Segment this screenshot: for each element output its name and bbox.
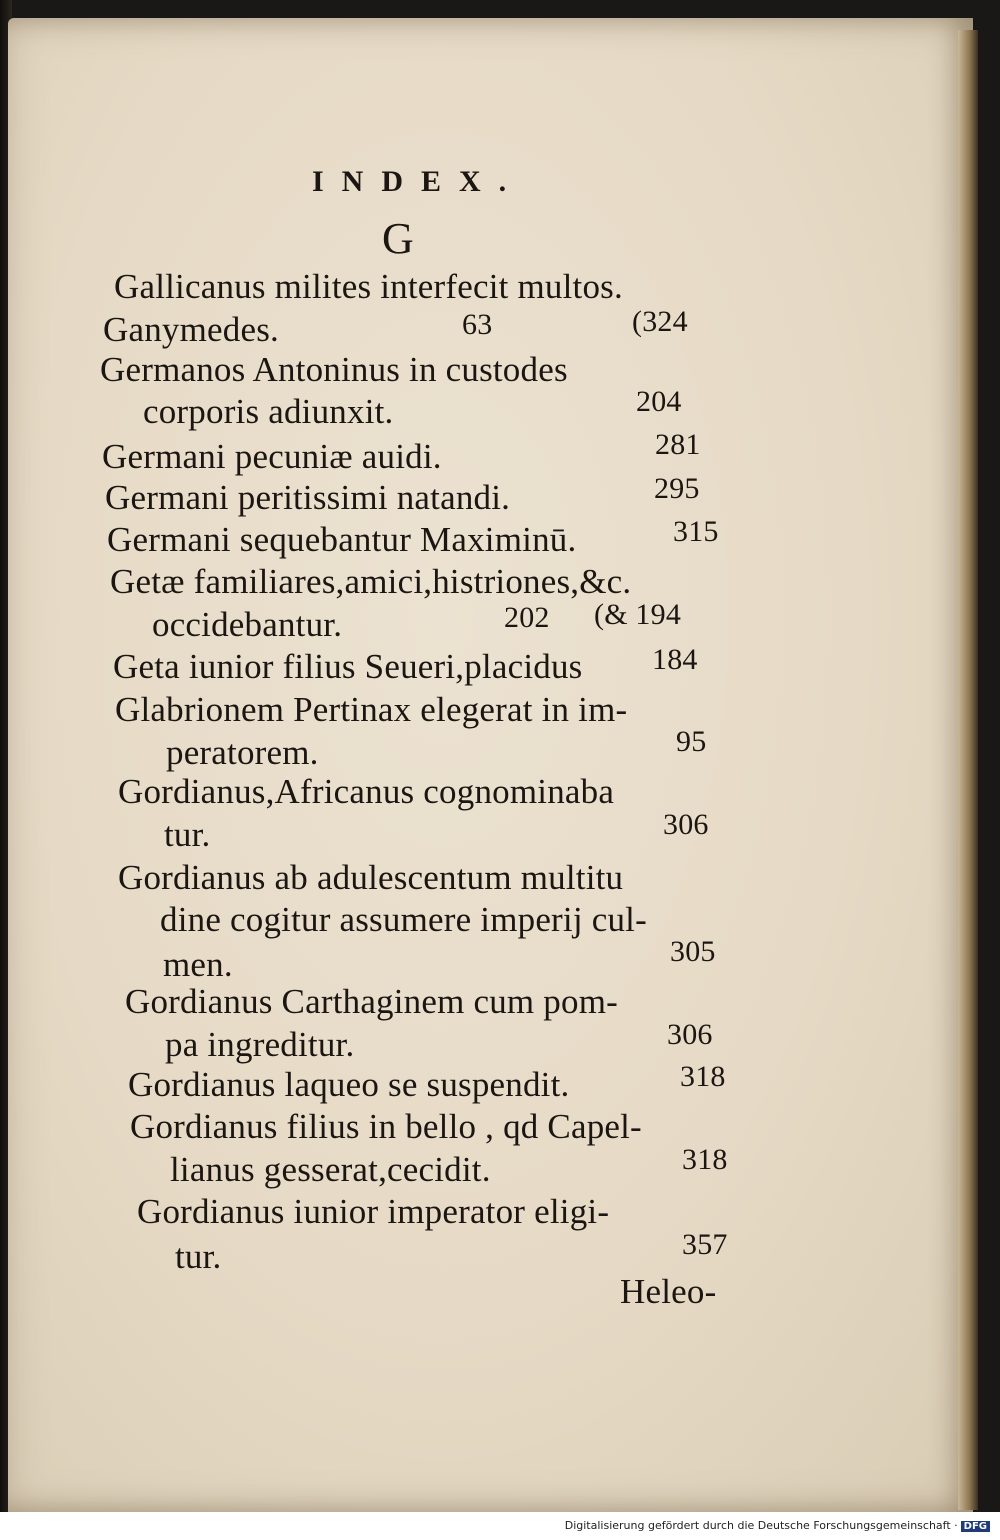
index-line: Gordianus filius in bello , qd Capel- xyxy=(130,1107,642,1146)
page-number: 318 xyxy=(682,1143,728,1176)
index-line: pa ingreditur. xyxy=(165,1025,355,1064)
index-line: Gordianus iunior imperator eligi- xyxy=(137,1192,610,1231)
credit-text: Digitalisierung gefördert durch die Deutsche Forschungsgemeinschaft · xyxy=(564,1519,958,1532)
page-number: 306 xyxy=(667,1018,713,1051)
page-number: 202 xyxy=(504,601,550,634)
page-number: 315 xyxy=(673,515,719,548)
index-line: men. xyxy=(163,945,233,984)
section-letter: G xyxy=(382,214,414,263)
page-fore-edge xyxy=(958,30,978,1510)
running-header: INDEX. xyxy=(312,165,525,198)
index-line: Gordianus laqueo se suspendit. xyxy=(128,1065,570,1104)
index-line: Geta iunior filius Seueri,placidus xyxy=(113,647,583,686)
page-number: 281 xyxy=(655,428,701,461)
index-line: Glabrionem Pertinax elegerat in im- xyxy=(115,690,628,729)
index-line: tur. xyxy=(175,1237,222,1276)
index-line: dine cogitur assumere imperij cul- xyxy=(160,900,647,939)
page-number: 63 xyxy=(462,308,493,341)
page-number: 95 xyxy=(676,725,707,758)
index-line: Gordianus Carthaginem cum pom- xyxy=(125,982,618,1021)
index-line: Gordianus,Africanus cognominaba xyxy=(118,772,615,811)
page-number: 318 xyxy=(680,1060,726,1093)
index-line: Germani sequebantur Maximinū. xyxy=(107,520,577,559)
index-line: Getæ familiares,amici,histriones,&c. xyxy=(110,562,632,601)
book-page xyxy=(8,18,973,1512)
index-line: lianus gesserat,cecidit. xyxy=(170,1150,491,1189)
index-line: peratorem. xyxy=(166,733,319,772)
dfg-logo: DFG xyxy=(961,1521,990,1532)
index-line: Germanos Antoninus in custodes xyxy=(100,350,568,389)
footer-credit xyxy=(565,1519,990,1532)
catchword: Heleo- xyxy=(620,1272,717,1311)
index-line: Germani pecuniæ auidi. xyxy=(102,437,442,476)
index-line: Gallicanus milites interfecit multos. xyxy=(114,267,623,306)
page-number: 305 xyxy=(670,935,716,968)
page-number: 306 xyxy=(663,808,709,841)
index-line: Gordianus ab adulescentum multitu xyxy=(118,858,624,897)
page-number: 184 xyxy=(652,643,698,676)
index-line: Germani peritissimi natandi. xyxy=(105,478,511,517)
page-number: (324 xyxy=(632,305,688,338)
index-line: tur. xyxy=(164,815,211,854)
index-line: occidebantur. xyxy=(152,605,343,644)
page-number: (& 194 xyxy=(594,598,682,631)
index-line: corporis adiunxit. xyxy=(143,392,394,431)
page-number: 295 xyxy=(654,472,700,505)
page-number: 204 xyxy=(636,385,682,418)
page-number: 357 xyxy=(682,1228,728,1261)
index-line: Ganymedes. xyxy=(103,310,279,349)
